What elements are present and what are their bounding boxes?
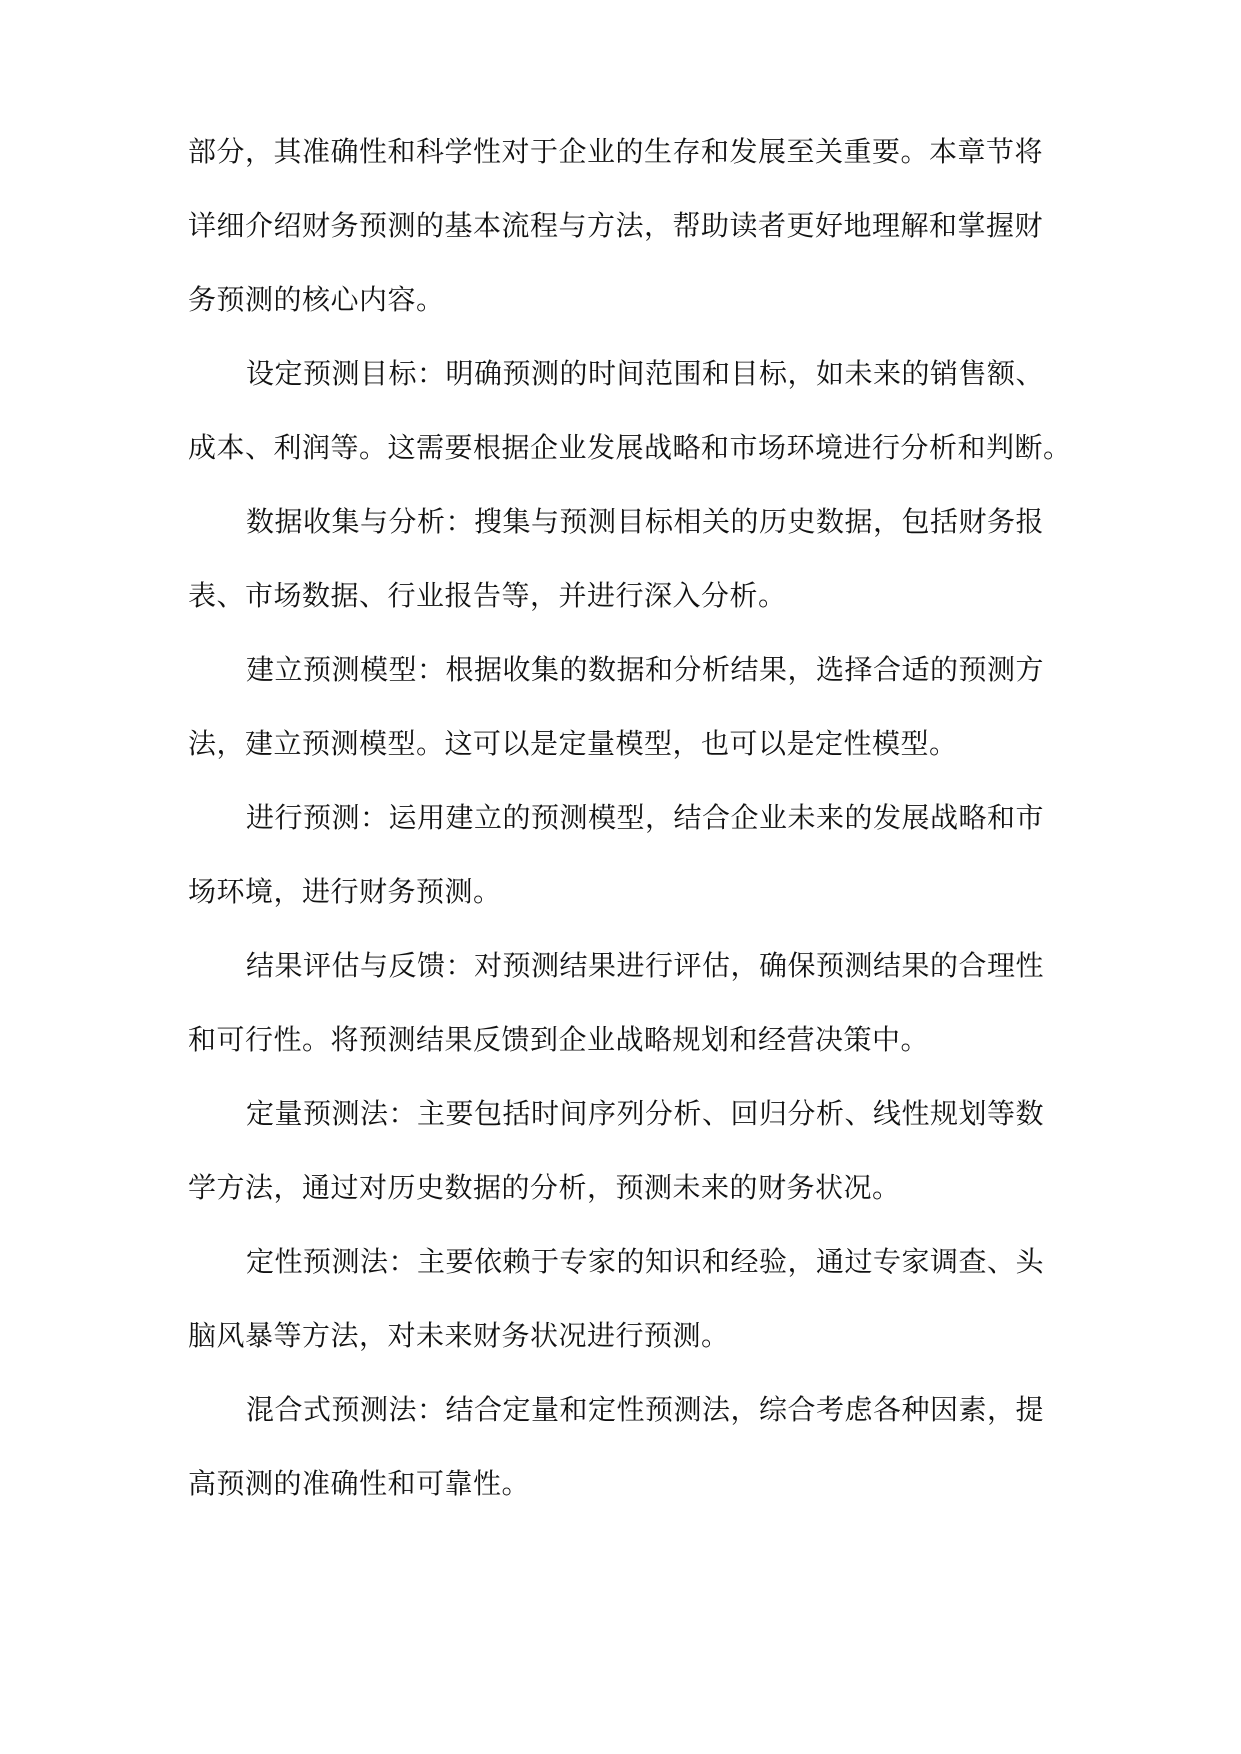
- intro-line-1: 部分，其准确性和科学性对于企业的生存和发展至关重要。本章节将: [188, 135, 1044, 168]
- mixed-line-2: 高预测的准确性和可靠性。: [188, 1467, 531, 1500]
- model-line-1: 建立预测模型：根据收集的数据和分析结果，选择合适的预测方: [246, 653, 1045, 686]
- quantitative-line-1: 定量预测法：主要包括时间序列分析、回归分析、线性规划等数: [246, 1097, 1045, 1130]
- evaluation-line-2: 和可行性。将预测结果反馈到企业战略规划和经营决策中。: [188, 1023, 930, 1056]
- forecast-line-1: 进行预测：运用建立的预测模型，结合企业未来的发展战略和市: [246, 801, 1045, 834]
- evaluation-line-1: 结果评估与反馈：对预测结果进行评估，确保预测结果的合理性: [246, 949, 1045, 982]
- mixed-line-1: 混合式预测法：结合定量和定性预测法，综合考虑各种因素，提: [246, 1393, 1045, 1426]
- quantitative-line-2: 学方法，通过对历史数据的分析，预测未来的财务状况。: [188, 1171, 901, 1204]
- set-target-line-2: 成本、利润等。这需要根据企业发展战略和市场环境进行分析和判断。: [188, 431, 1072, 464]
- set-target-line-1: 设定预测目标：明确预测的时间范围和目标，如未来的销售额、: [246, 357, 1045, 390]
- intro-line-3: 务预测的核心内容。: [188, 283, 445, 316]
- data-analysis-line-1: 数据收集与分析：搜集与预测目标相关的历史数据，包括财务报: [246, 505, 1045, 538]
- forecast-line-2: 场环境，进行财务预测。: [188, 875, 502, 908]
- intro-line-2: 详细介绍财务预测的基本流程与方法，帮助读者更好地理解和掌握财: [188, 209, 1044, 242]
- data-analysis-line-2: 表、市场数据、行业报告等，并进行深入分析。: [188, 579, 787, 612]
- model-line-2: 法，建立预测模型。这可以是定量模型，也可以是定性模型。: [188, 727, 958, 760]
- qualitative-line-1: 定性预测法：主要依赖于专家的知识和经验，通过专家调查、头: [246, 1245, 1045, 1278]
- qualitative-line-2: 脑风暴等方法，对未来财务状况进行预测。: [188, 1319, 730, 1352]
